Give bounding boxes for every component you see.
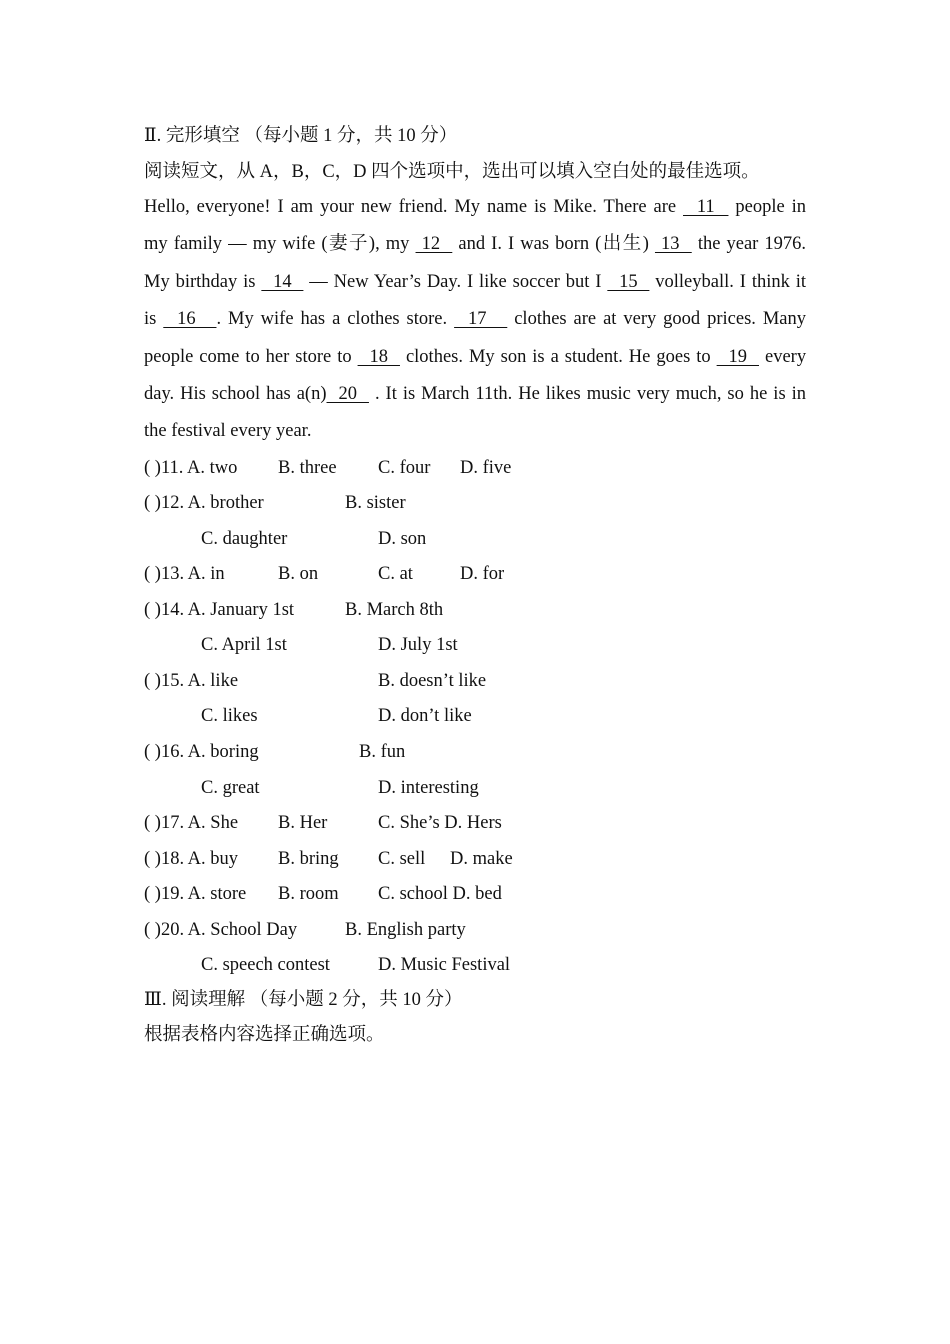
passage-line: people come to her store to 18 clothes. My son is a student. He goes to 19 every — [144, 346, 807, 367]
q14-option-d: D. July 1st — [378, 635, 458, 655]
section3-title: Ⅲ. 阅读理解 （每小题 2 分，共 10 分） — [144, 990, 463, 1010]
blank-20: 20 — [326, 383, 369, 404]
blank-17: 17 — [454, 309, 508, 330]
q12-option-a: ( )12. A. brother — [144, 493, 264, 513]
q19-option-a: ( )19. A. store — [144, 884, 247, 904]
q20-option-d: D. Music Festival — [378, 955, 511, 975]
q14-option-a: ( )14. A. January 1st — [144, 600, 295, 620]
section2-instruction: 阅读短文，从 A，B，C，D 四个选项中，选出可以填入空白处的最佳选项。 — [144, 162, 760, 182]
passage-line: my family — my wife (妻子), my 12 and I. I was born (出生) 13 the year 1976. — [144, 234, 807, 255]
q13-option-c: C. at — [378, 564, 413, 584]
q18-option-b: B. bring — [278, 849, 339, 869]
q12-option-d: D. son — [378, 529, 427, 549]
section2-title: Ⅱ. 完形填空 （每小题 1 分，共 10 分） — [144, 126, 458, 146]
blank-16: 16 — [163, 309, 217, 330]
q12-option-c: C. daughter — [201, 529, 288, 549]
q19-option-b: B. room — [278, 884, 339, 904]
q14-option-c: C. April 1st — [201, 635, 287, 655]
blank-11: 11 — [683, 197, 729, 217]
blank-13: 13 — [654, 234, 692, 255]
q15-option-d: D. don’t like — [378, 706, 472, 726]
q14-option-b: B. March 8th — [345, 600, 444, 620]
q11-option-d: D. five — [460, 458, 512, 478]
q18-option-c: C. sell — [378, 849, 426, 869]
q11-option-a: ( )11. A. two — [144, 458, 238, 478]
q20-option-b: B. English party — [345, 920, 466, 940]
q15-option-c: C. likes — [201, 706, 258, 726]
q13-option-d: D. for — [460, 564, 505, 584]
q16-option-c: C. great — [201, 778, 260, 798]
passage-line: the festival every year. — [144, 421, 312, 442]
blank-15: 15 — [607, 271, 650, 292]
q17-option-b: B. Her — [278, 813, 328, 833]
q18-option-d: D. make — [450, 849, 513, 869]
q12-option-b: B. sister — [345, 493, 406, 513]
q15-option-b: B. doesn’t like — [378, 671, 487, 691]
q17-option-cd: C. She’s D. Hers — [378, 813, 502, 833]
q20-option-a: ( )20. A. School Day — [144, 920, 298, 940]
cloze-passage — [144, 189, 806, 451]
q13-option-a: ( )13. A. in — [144, 564, 225, 584]
q16-option-b: B. fun — [359, 742, 406, 762]
blank-12: 12 — [415, 234, 453, 255]
q18-option-a: ( )18. A. buy — [144, 849, 239, 869]
q16-option-a: ( )16. A. boring — [144, 742, 259, 762]
section3-instruction: 根据表格内容选择正确选项。 — [144, 1025, 385, 1045]
blank-18: 18 — [357, 346, 400, 367]
q19-option-cd: C. school D. bed — [378, 884, 502, 904]
q16-option-d: D. interesting — [378, 778, 479, 798]
passage-line: day. His school has a(n) 20 . It is March 11th. He likes music very much, so he is in — [144, 383, 807, 404]
blank-14: 14 — [261, 271, 304, 292]
q11-option-c: C. four — [378, 458, 431, 478]
passage-line: My birthday is 14 — New Year’s Day. I like soccer but I 15 volleyball. I think it — [144, 271, 807, 292]
passage-line: is 16 . My wife has a clothes store. 17 clothes are at very good prices. Many — [144, 309, 807, 330]
q17-option-a: ( )17. A. She — [144, 813, 239, 833]
q15-option-a: ( )15. A. like — [144, 671, 239, 691]
passage-line: Hello, everyone! I am your new friend. My name is Mike. There are 11 people in — [144, 197, 807, 217]
q13-option-b: B. on — [278, 564, 319, 584]
q11-option-b: B. three — [278, 458, 337, 478]
blank-19: 19 — [716, 346, 759, 367]
q20-option-c: C. speech contest — [201, 955, 330, 975]
